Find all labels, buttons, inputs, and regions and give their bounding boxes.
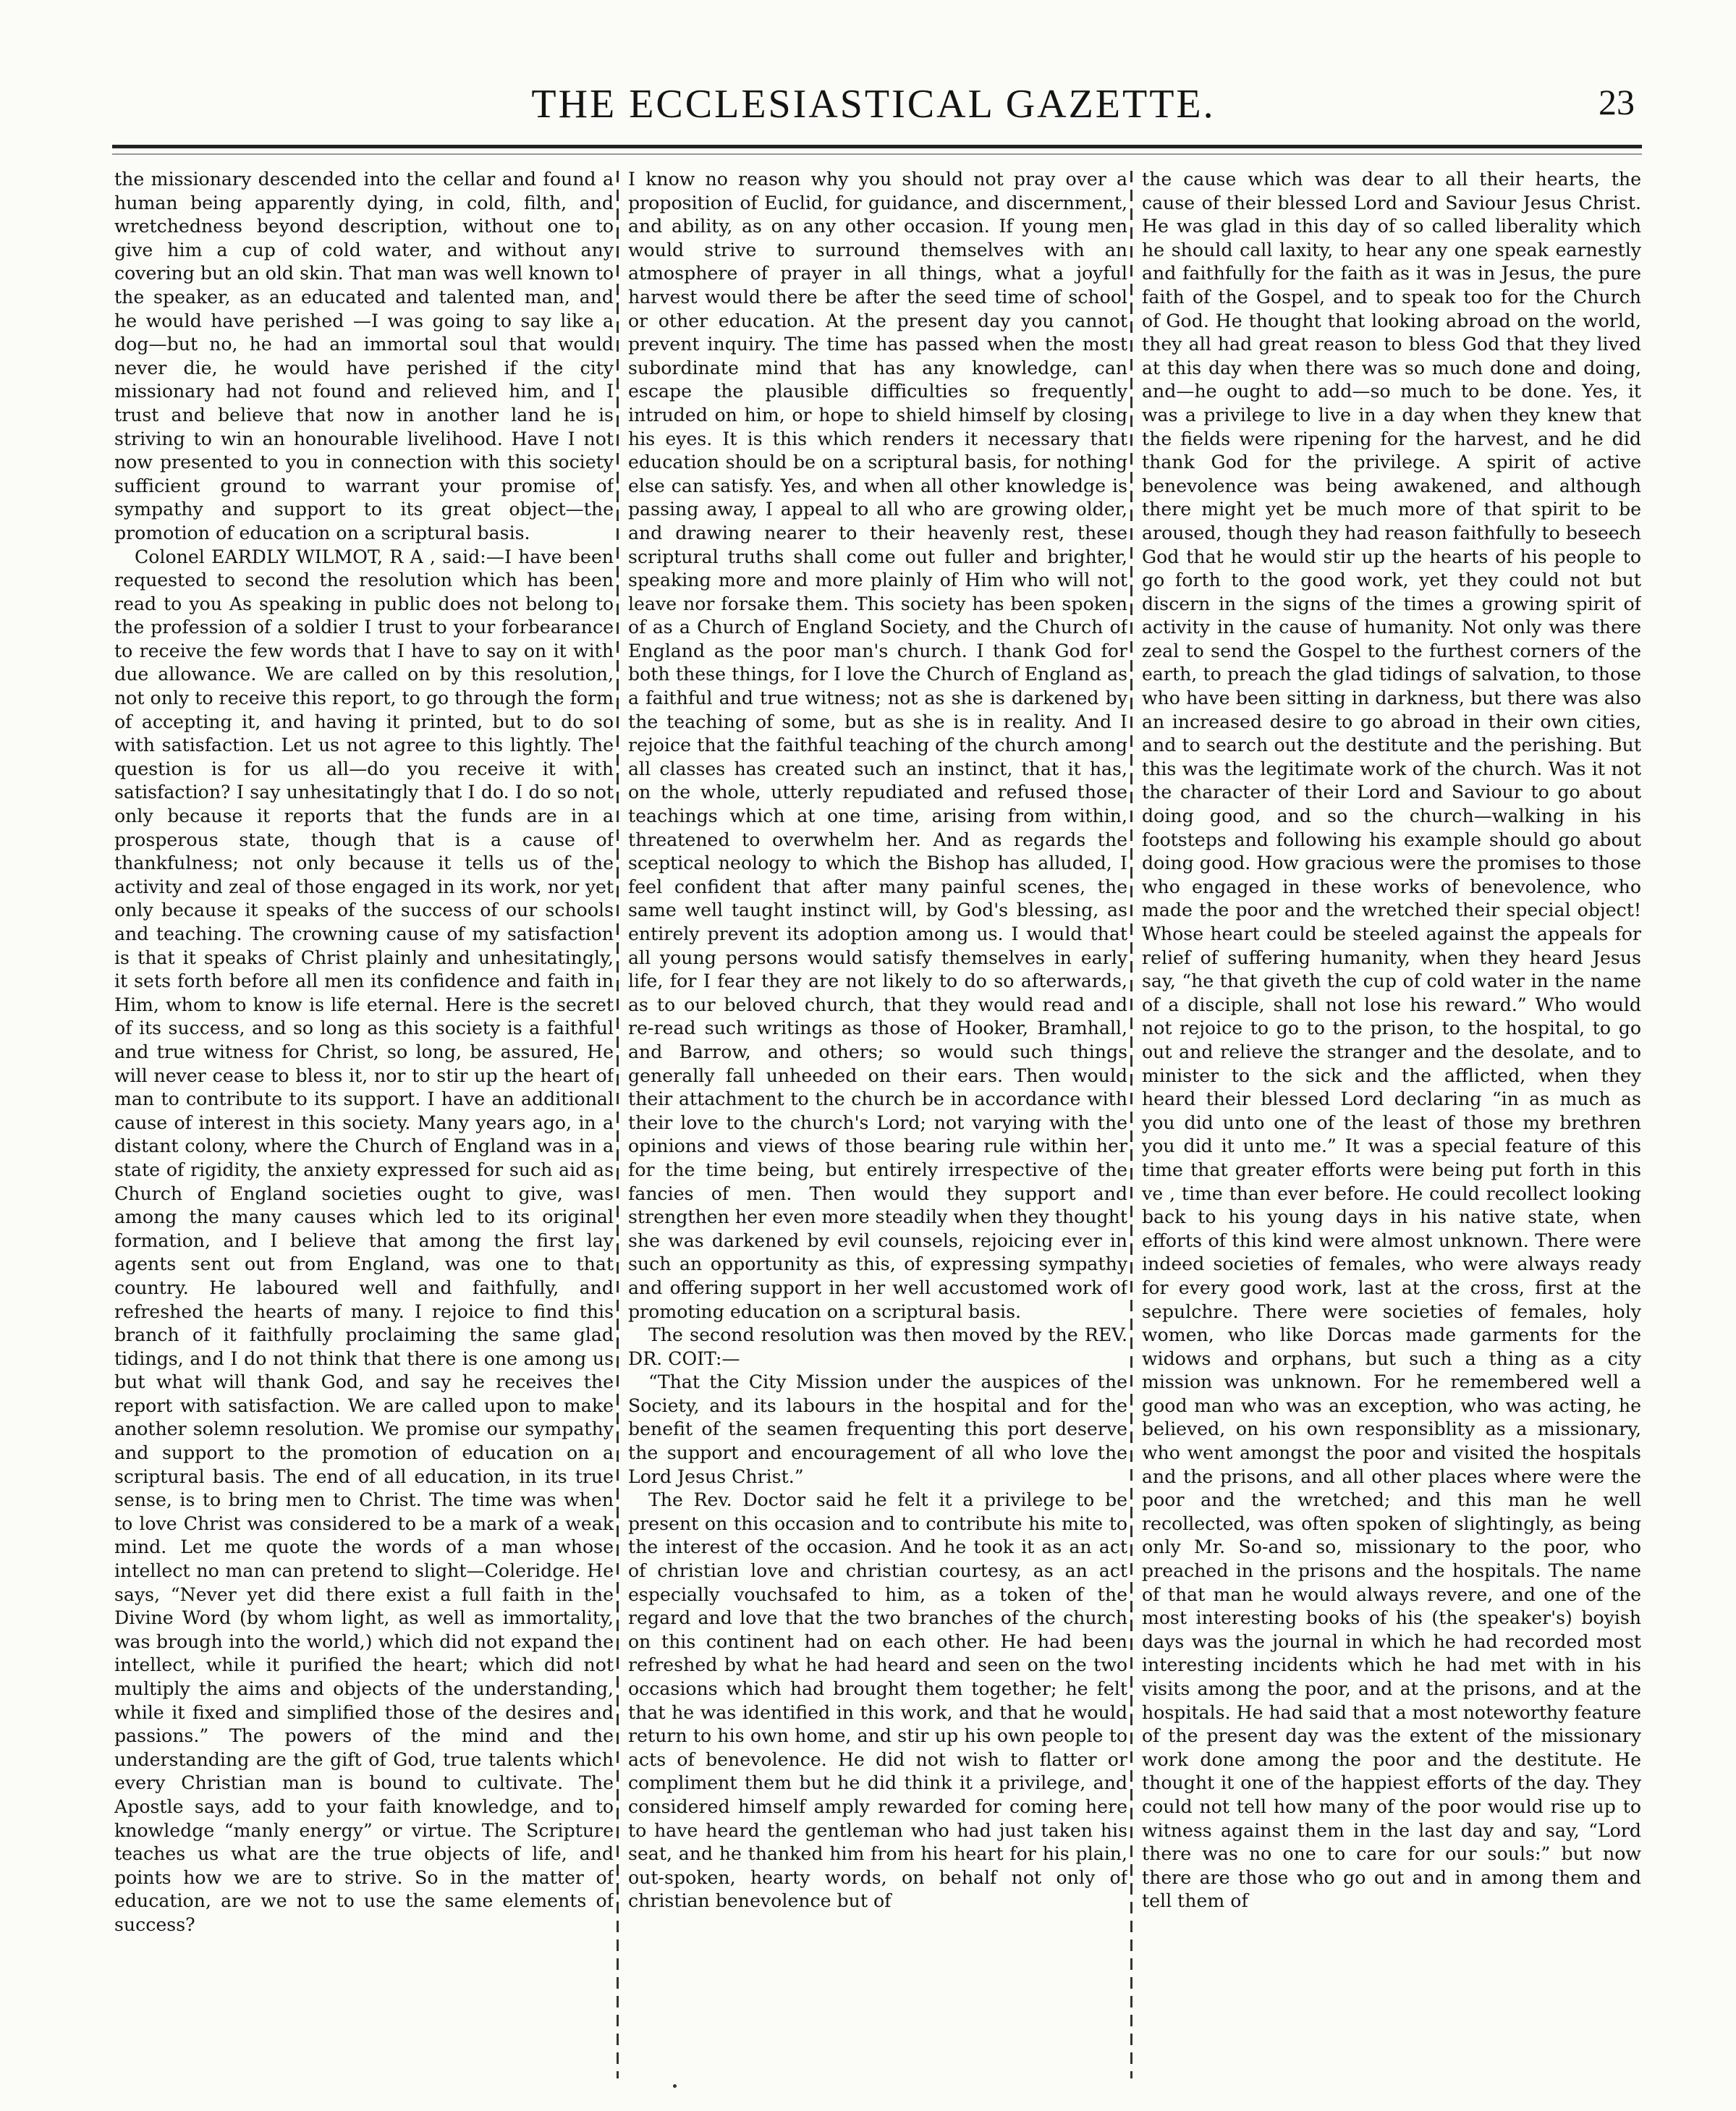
paragraph: the missionary descended into the cellar and found a human being apparently dying, in cold, filth, and wretchedness beyond description, without one to give him a cup of cold water, and without any covering but an old skin. That man was well known to the speaker, as an educated and talented man, and he would have perished —I was going to say like a dog—but no, he had an immortal soul that would never die, he would have perished if the city missionary had not found and relieved him, and I trust and believe that now in another land he is striving to win an honourable livelihood. Have I not now presented to you in connection with this society sufficient ground to warrant your promise of sympathy and support to its great object—the promotion of education on a scriptural basis. [114,169,614,543]
paragraph: Colonel EARDLY WILMOT, R A , said:—I have been requested to second the resolution which has been read to you As speaking in public does not belong to the profession of a soldier I trust to your forbearance to receive the few words that I have to say on it with due allowance. We are called on by this resolution, not only to receive this report, to go through the form of accepting it, and having it printed, but to do so with satisfaction. Let us not agree to this lightly. The question is for us all—do you receive it with satisfaction? I say unhesitatingly that I do. I do so not only because it reports that the funds are in a prosperous state, though that is a cause of thankfulness; not only because it tells us of the activity and zeal of those engaged in its work, nor yet only because it speaks of the success of our schools and teaching. The crowning cause of my satisfaction is that it speaks of Christ plainly and unhesitatingly, it sets forth before all men its confidence and faith in Him, whom to know is life eternal. Here is the secret of its success, and so long as this society is a faithful and true witness for Christ, so long, be assured, He will never cease to bless it, nor to stir up the heart of man to contribute to its support. I have an additional cause of interest in this society. Many years ago, in a distant colony, where the Church of England was in a state of rigidity, the anxiety expressed for such aid as Church of England societies ought to give, was among the many causes which led to its original formation, and I believe that among the first lay agents sent out from England, was one to that country. He laboured well and faithfully, and refreshed the hearts of many. I rejoice to find this branch of it faithfully proclaiming the same glad tidings, and I do not think that there is one among us but what will thank God, and say he receives the report with satisfaction. We are called upon to make another solemn resolution. We promise our sympathy and support to the promotion of education on a scriptural basis. The end of all education, in its true sense, is to bring men to Christ. The time was when to love Christ was considered to be a mark of a weak mind. Let me quote the words of a man whose intellect no man can pretend to slight—Coleridge. He says, “Never yet did there exist a full faith in the Divine Word (by whom light, as well as immortality, was brough into the world,) which did not expand the intellect, while it purified the heart; which did not multiply the aims and objects of the understanding, while it fixed and simplified those of the desires and passions.” The powers of the mind and the understanding are the gift of God, true talents which every Christian man is bound to cultivate. The Apostle says, add to your faith knowledge, and to knowledge “manly energy” or virtue. The Scripture teaches us what are the true objects of life, and points how we are to strive. So in the matter of education, are we not to use the same elements of success? [114,546,614,1935]
column-3 [1142,168,1641,2078]
resolution-quote: “That the City Mission under the auspices of the Society, and its labours in the hospital and for the benefit of the seamen frequenting this port deserve the support and encouragement of all who love the Lord Jesus Christ.” [628,1371,1127,1487]
column-divider [617,171,619,2078]
masthead [112,81,1635,132]
column-divider [1130,171,1132,2078]
paragraph: The second resolution was then moved by the REV. DR. COIT:— [628,1324,1127,1369]
column-2 [628,168,1127,2078]
paragraph: the cause which was dear to all their hearts, the cause of their blessed Lord and Saviour Jesus Christ. He was glad in this day of so called liberality which he should call laxity, to hear any one speak earnestly and faithfully for the faith as it was in Jesus, the pure faith of the Gospel, and to speak too for the Church of God. He thought that looking abroad on the world, they all had great reason to bless God that they lived at this day when there was so much done and doing, and—he ought to add—so much to be done. Yes, it was a privilege to live in a day when they knew that the fields were ripening for the harvest, and he did thank God for the privilege. A spirit of active benevolence was being awakened, and although there might yet be much more of that spirit to be aroused, though they had reason faithfully to beseech God that he would stir up the hearts of his people to go forth to the good work, yet they could not but discern in the signs of the times a growing spirit of activity in the cause of humanity. Not only was there zeal to send the Gospel to the furthest corners of the earth, to preach the glad tidings of salvation, to those who have been sitting in darkness, but there was also an increased desire to go abroad in their own cities, and to search out the destitute and the perishing. But this was the legitimate work of the church. Was it not the character of their Lord and Saviour to go about doing good, and so the church—walking in his footsteps and following his example should go about doing good. How gracious were the promises to those who engaged in these works of benevolence, who made the poor and the wretched their special object! Whose heart could be steeled against the appeals for relief of suffering humanity, when they heard Jesus say, “he that giveth the cup of cold water in the name of a disciple, shall not lose his reward.” Who would not rejoice to go to the prison, to the hospital, to go out and relieve the stranger and the desolate, and to minister to the sick and the afflicted, when they heard their blessed Lord declaring “in as much as you did unto one of the least of those my brethren you did it unto me.” It was a special feature of this time that greater efforts were being put forth in this ve , time than ever before. He could recollect looking back to his young days in his native state, when efforts of this kind were almost unknown. There were indeed societies of females, who were always ready for every good work, last at the cross, first at the sepulchre. There were societies of females, holy women, who like Dorcas made garments for the widows and orphans, but such a thing as a city mission was unknown. For he remembered well a good man who was an exception, who was acting, he believed, on his own responsiblity as a missionary, who went amongst the poor and visited the hospitals and the prisons, and all other places where were the poor and the wretched; and this man he well recollected, was often spoken of slightingly, as being only Mr. So-and so, missionary to the poor, who preached in the prisons and the hospitals. The name of that man he would always revere, and one of the most interesting books of his (the speaker's) boyish days was the journal in which he had recorded most interesting incidents which he had met with in his visits among the poor, and at the prisons, and at the hospitals. He had said that a most noteworthy feature of the present day was the extent of the missionary work done among the poor and the destitute. He thought it one of the happiest efforts of the day. They could not tell how many of the poor would rise up to witness against them in the last day and say, “Lord there was no one to care for our souls:” but now there are those who go out and in among them and tell them of [1142,169,1641,1912]
column-1 [114,168,614,2078]
paragraph: I know no reason why you should not pray over a proposition of Euclid, for guidance, and discernment, and ability, as on any other occasion. If young men would strive to surround themselves with an atmosphere of prayer in all things, what a joyful harvest would there be after the seed time of school or other education. At the present day you cannot prevent inquiry. The time has passed when the most subordinate mind that has any knowledge, can escape the plausible difficulties so frequently intruded on him, or hope to shield himself by closing his eyes. It is this which renders it necessary that education should be on a scriptural basis, for nothing else can satisfy. Yes, and when all other knowledge is passing away, I appeal to all who are growing older, and drawing nearer to their heavenly rest, these scriptural truths shall come out fuller and brighter, speaking more and more plainly of Him who will not leave nor forsake them. This society has been spoken of as a Church of England Society, and the Church of England as the poor man's church. I thank God for both these things, for I love the Church of England as a faithful and true witness; not as she is darkened by the teaching of some, but as she is in reality. And I rejoice that the faithful teaching of the church among all classes has created such an instinct, that it has, on the whole, utterly repudiated and refused those teachings which at one time, arising from within, threatened to overwhelm her. And as regards the sceptical neology to which the Bishop has alluded, I feel confident that after many painful scenes, the same well taught instinct will, by God's blessing, as entirely prevent its adoption among us. I would that all young persons would satisfy themselves in early life, for I fear they are not likely to do so afterwards, as to our beloved church, that they would read and re-read such writings as those of Hooker, Bramhall, and Barrow, and others; so would such things generally fall unheeded on their ears. Then would their attachment to the church be in accordance with their love to the church's Lord; not varying with the opinions and views of those bearing rule within her for the time being, but entirely irrespective of the fancies of men. Then would they support and strengthen her even more steadily when they thought she was darkened by evil counsels, rejoicing ever in such an opportunity as this, of expressing sympathy and offering support in her well accustomed work of promoting education on a scriptural basis. [628,169,1127,1322]
header-rule [112,145,1642,148]
header-rule-thin [112,153,1642,155]
page-number: 23 [1599,82,1635,122]
page-mark [673,2084,677,2088]
paragraph: The Rev. Doctor said he felt it a privilege to be present on this occasion and to contribute his mite to the interest of the occasion. And he took it as an act of christian love and christian courtesy, as an act especially vouchsafed to him, as a token of the regard and love that the two branches of the church on this continent had on each other. He had been refreshed by what he had heard and seen on the two occasions which had brought them together; he felt that he was identified in this work, and that he would return to his own home, and stir up his own people to acts of benevolence. He did not wish to flatter or compliment them but he did think it a privilege, and considered himself amply rewarded for coming here to have heard the gentleman who had just taken his seat, and he thanked him from his heart for his plain, out-spoken, hearty words, on behalf not only of christian benevolence but of [628,1489,1127,1912]
publication-title: THE ECCLESIASTICAL GAZETTE. [531,82,1216,127]
